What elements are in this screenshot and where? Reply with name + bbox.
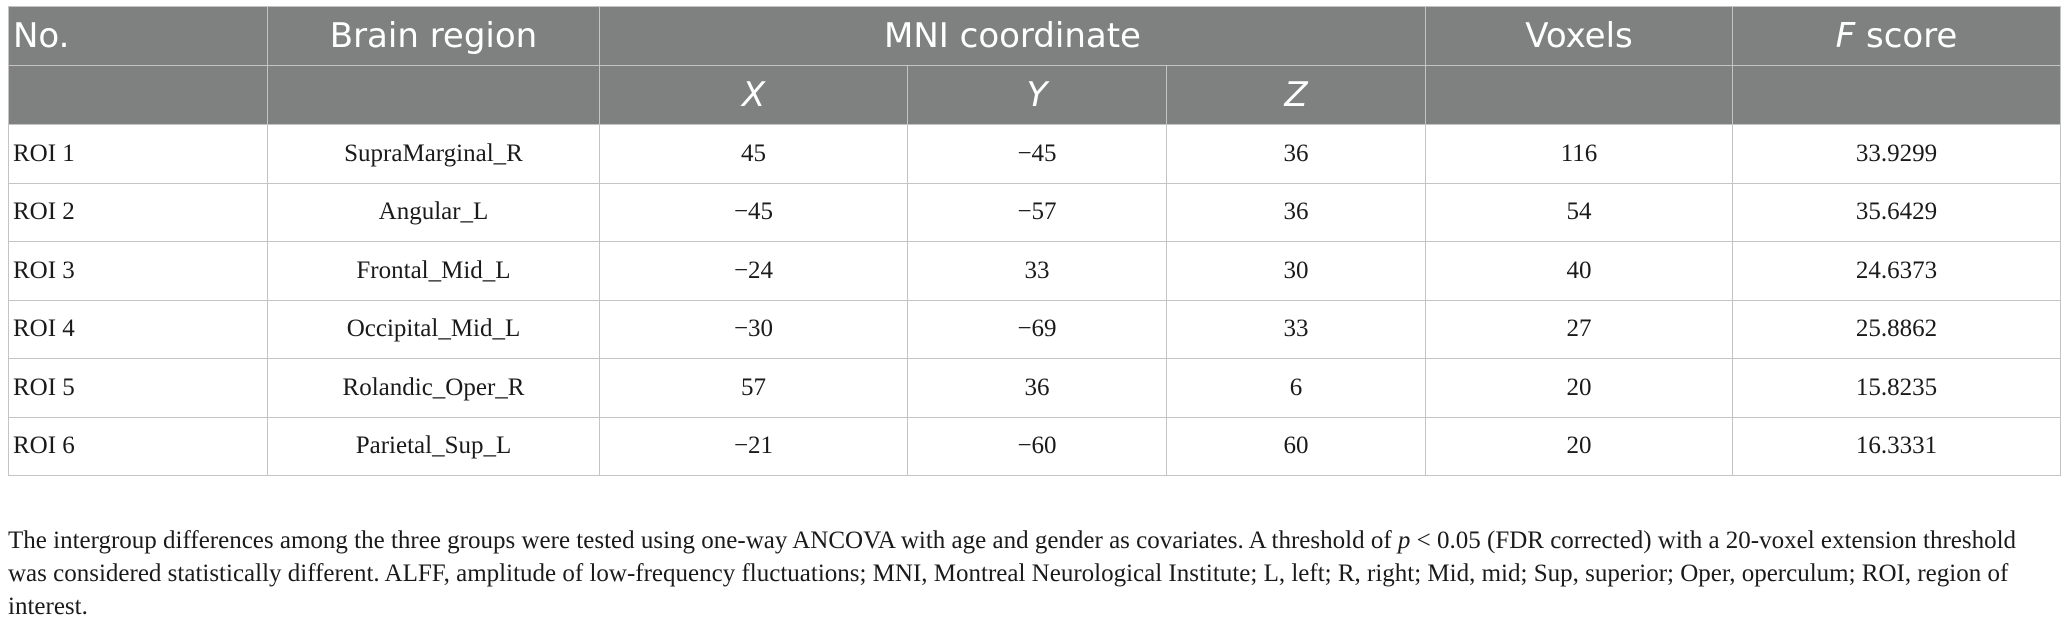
footnote-part1: The intergroup differences among the three groups were tested using one-way ANCOVA with age and gender as covariates. A threshold of [8, 527, 1398, 554]
cell-y: 36 [908, 359, 1167, 418]
cell-brain-region: Rolandic_Oper_R [268, 359, 600, 418]
header-y: Y [908, 66, 1167, 125]
cell-y: −60 [908, 417, 1167, 476]
cell-f-score: 24.6373 [1733, 242, 2061, 301]
cell-brain-region: Frontal_Mid_L [268, 242, 600, 301]
cell-brain-region: SupraMarginal_R [268, 125, 600, 184]
header-f-score-rest: score [1855, 16, 1958, 56]
table-row [9, 125, 2061, 184]
header-region-blank [268, 66, 600, 125]
cell-no: ROI 4 [9, 300, 268, 359]
cell-z: 30 [1167, 242, 1426, 301]
cell-voxels: 20 [1426, 417, 1733, 476]
cell-z: 6 [1167, 359, 1426, 418]
cell-y: −69 [908, 300, 1167, 359]
roi-table [8, 6, 2061, 476]
table-row [9, 359, 2061, 418]
header-voxels-blank [1426, 66, 1733, 125]
table-row [9, 417, 2061, 476]
header-brain-region: Brain region [268, 7, 600, 66]
cell-f-score: 16.3331 [1733, 417, 2061, 476]
cell-no: ROI 1 [9, 125, 268, 184]
cell-voxels: 20 [1426, 359, 1733, 418]
footnote-p-symbol: p [1397, 527, 1411, 554]
cell-z: 36 [1167, 125, 1426, 184]
header-voxels: Voxels [1426, 7, 1733, 66]
cell-voxels: 54 [1426, 183, 1733, 242]
table-row [9, 242, 2061, 301]
cell-f-score: 15.8235 [1733, 359, 2061, 418]
cell-no: ROI 6 [9, 417, 268, 476]
cell-z: 33 [1167, 300, 1426, 359]
cell-x: −30 [600, 300, 908, 359]
table-row [9, 183, 2061, 242]
header-mni-coordinate: MNI coordinate [600, 7, 1426, 66]
table-row [9, 300, 2061, 359]
cell-y: 33 [908, 242, 1167, 301]
header-no-blank [9, 66, 268, 125]
cell-x: −24 [600, 242, 908, 301]
cell-y: −57 [908, 183, 1167, 242]
header-no: No. [9, 7, 268, 66]
cell-f-score: 35.6429 [1733, 183, 2061, 242]
table-footnote [8, 524, 2060, 623]
cell-voxels: 116 [1426, 125, 1733, 184]
header-z: Z [1167, 66, 1426, 125]
cell-brain-region: Occipital_Mid_L [268, 300, 600, 359]
cell-z: 60 [1167, 417, 1426, 476]
cell-voxels: 40 [1426, 242, 1733, 301]
header-f-score-letter: F [1835, 16, 1856, 56]
footnote-part2: < 0.05 (FDR corrected) with a 20-voxel extension threshold was considered statistically different. ALFF, amplitude of low-frequency fluctuations; MNI, Montreal Neurological Institute; L, left; R, right; Mid, mid; Sup, superior; Oper, operculum; ROI, region of interest. [8, 527, 2017, 620]
table-header [9, 7, 2061, 125]
header-f-score [1733, 7, 2061, 66]
cell-voxels: 27 [1426, 300, 1733, 359]
table-body [9, 125, 2061, 476]
cell-brain-region: Angular_L [268, 183, 600, 242]
cell-x: 57 [600, 359, 908, 418]
cell-x: 45 [600, 125, 908, 184]
cell-no: ROI 5 [9, 359, 268, 418]
cell-no: ROI 2 [9, 183, 268, 242]
cell-f-score: 25.8862 [1733, 300, 2061, 359]
cell-z: 36 [1167, 183, 1426, 242]
header-f-blank [1733, 66, 2061, 125]
cell-x: −45 [600, 183, 908, 242]
cell-y: −45 [908, 125, 1167, 184]
cell-x: −21 [600, 417, 908, 476]
cell-no: ROI 3 [9, 242, 268, 301]
cell-brain-region: Parietal_Sup_L [268, 417, 600, 476]
header-x: X [600, 66, 908, 125]
cell-f-score: 33.9299 [1733, 125, 2061, 184]
